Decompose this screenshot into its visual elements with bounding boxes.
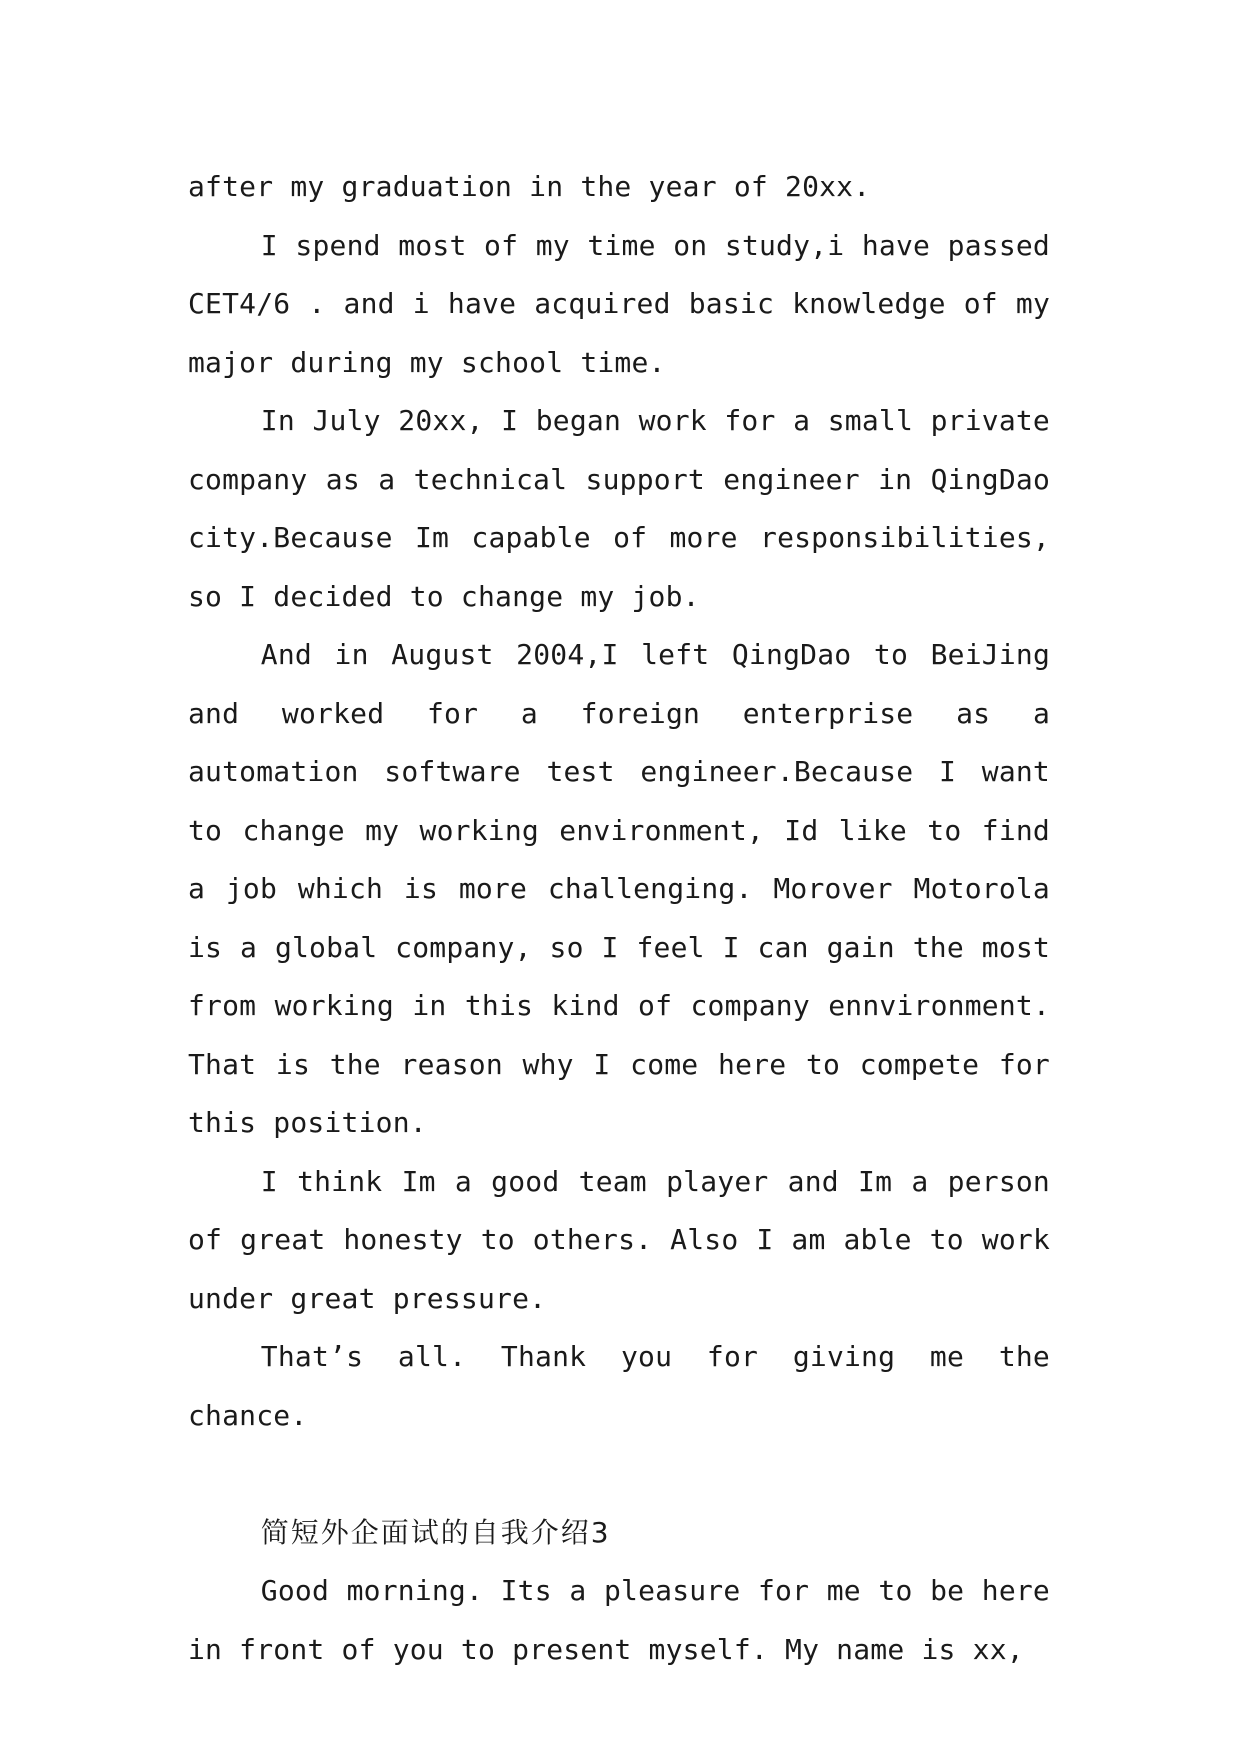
section-heading: 简短外企面试的自我介绍3 bbox=[260, 1515, 611, 1549]
paragraph-second-job: And in August 2004,I left QingDao to BeiJing and worked for a foreign enterprise as a automation software test engineer.Because I want to change my working environment, Id like to find a job which is more challenging. Morover Motorola is a global company, so I feel I can gain the most from working in this kind of company ennvironment. That is the reason why I come here to compete for this position. bbox=[188, 638, 1050, 1139]
paragraph-greeting: Good morning. Its a pleasure for me to be here in front of you to present myself. My name is xx, bbox=[188, 1574, 1050, 1666]
paragraph-study: I spend most of my time on study,i have passed CET4/6 . and i have acquired basic knowledge of my major during my school time. bbox=[188, 228, 1050, 379]
paragraph-personality: I think Im a good team player and Im a person of great honesty to others. Also I am able to work under great pressure. bbox=[188, 1164, 1050, 1315]
paragraph-first-job: In July 20xx, I began work for a small private company as a technical support engineer in QingDao city.Because Im capable of more responsibilities, so I decided to change my job. bbox=[188, 404, 1050, 613]
paragraph-continuation: after my graduation in the year of 20xx. bbox=[188, 170, 871, 203]
paragraph-closing: That’s all. Thank you for giving me the chance. bbox=[188, 1340, 1050, 1432]
document-body bbox=[188, 158, 1050, 1679]
